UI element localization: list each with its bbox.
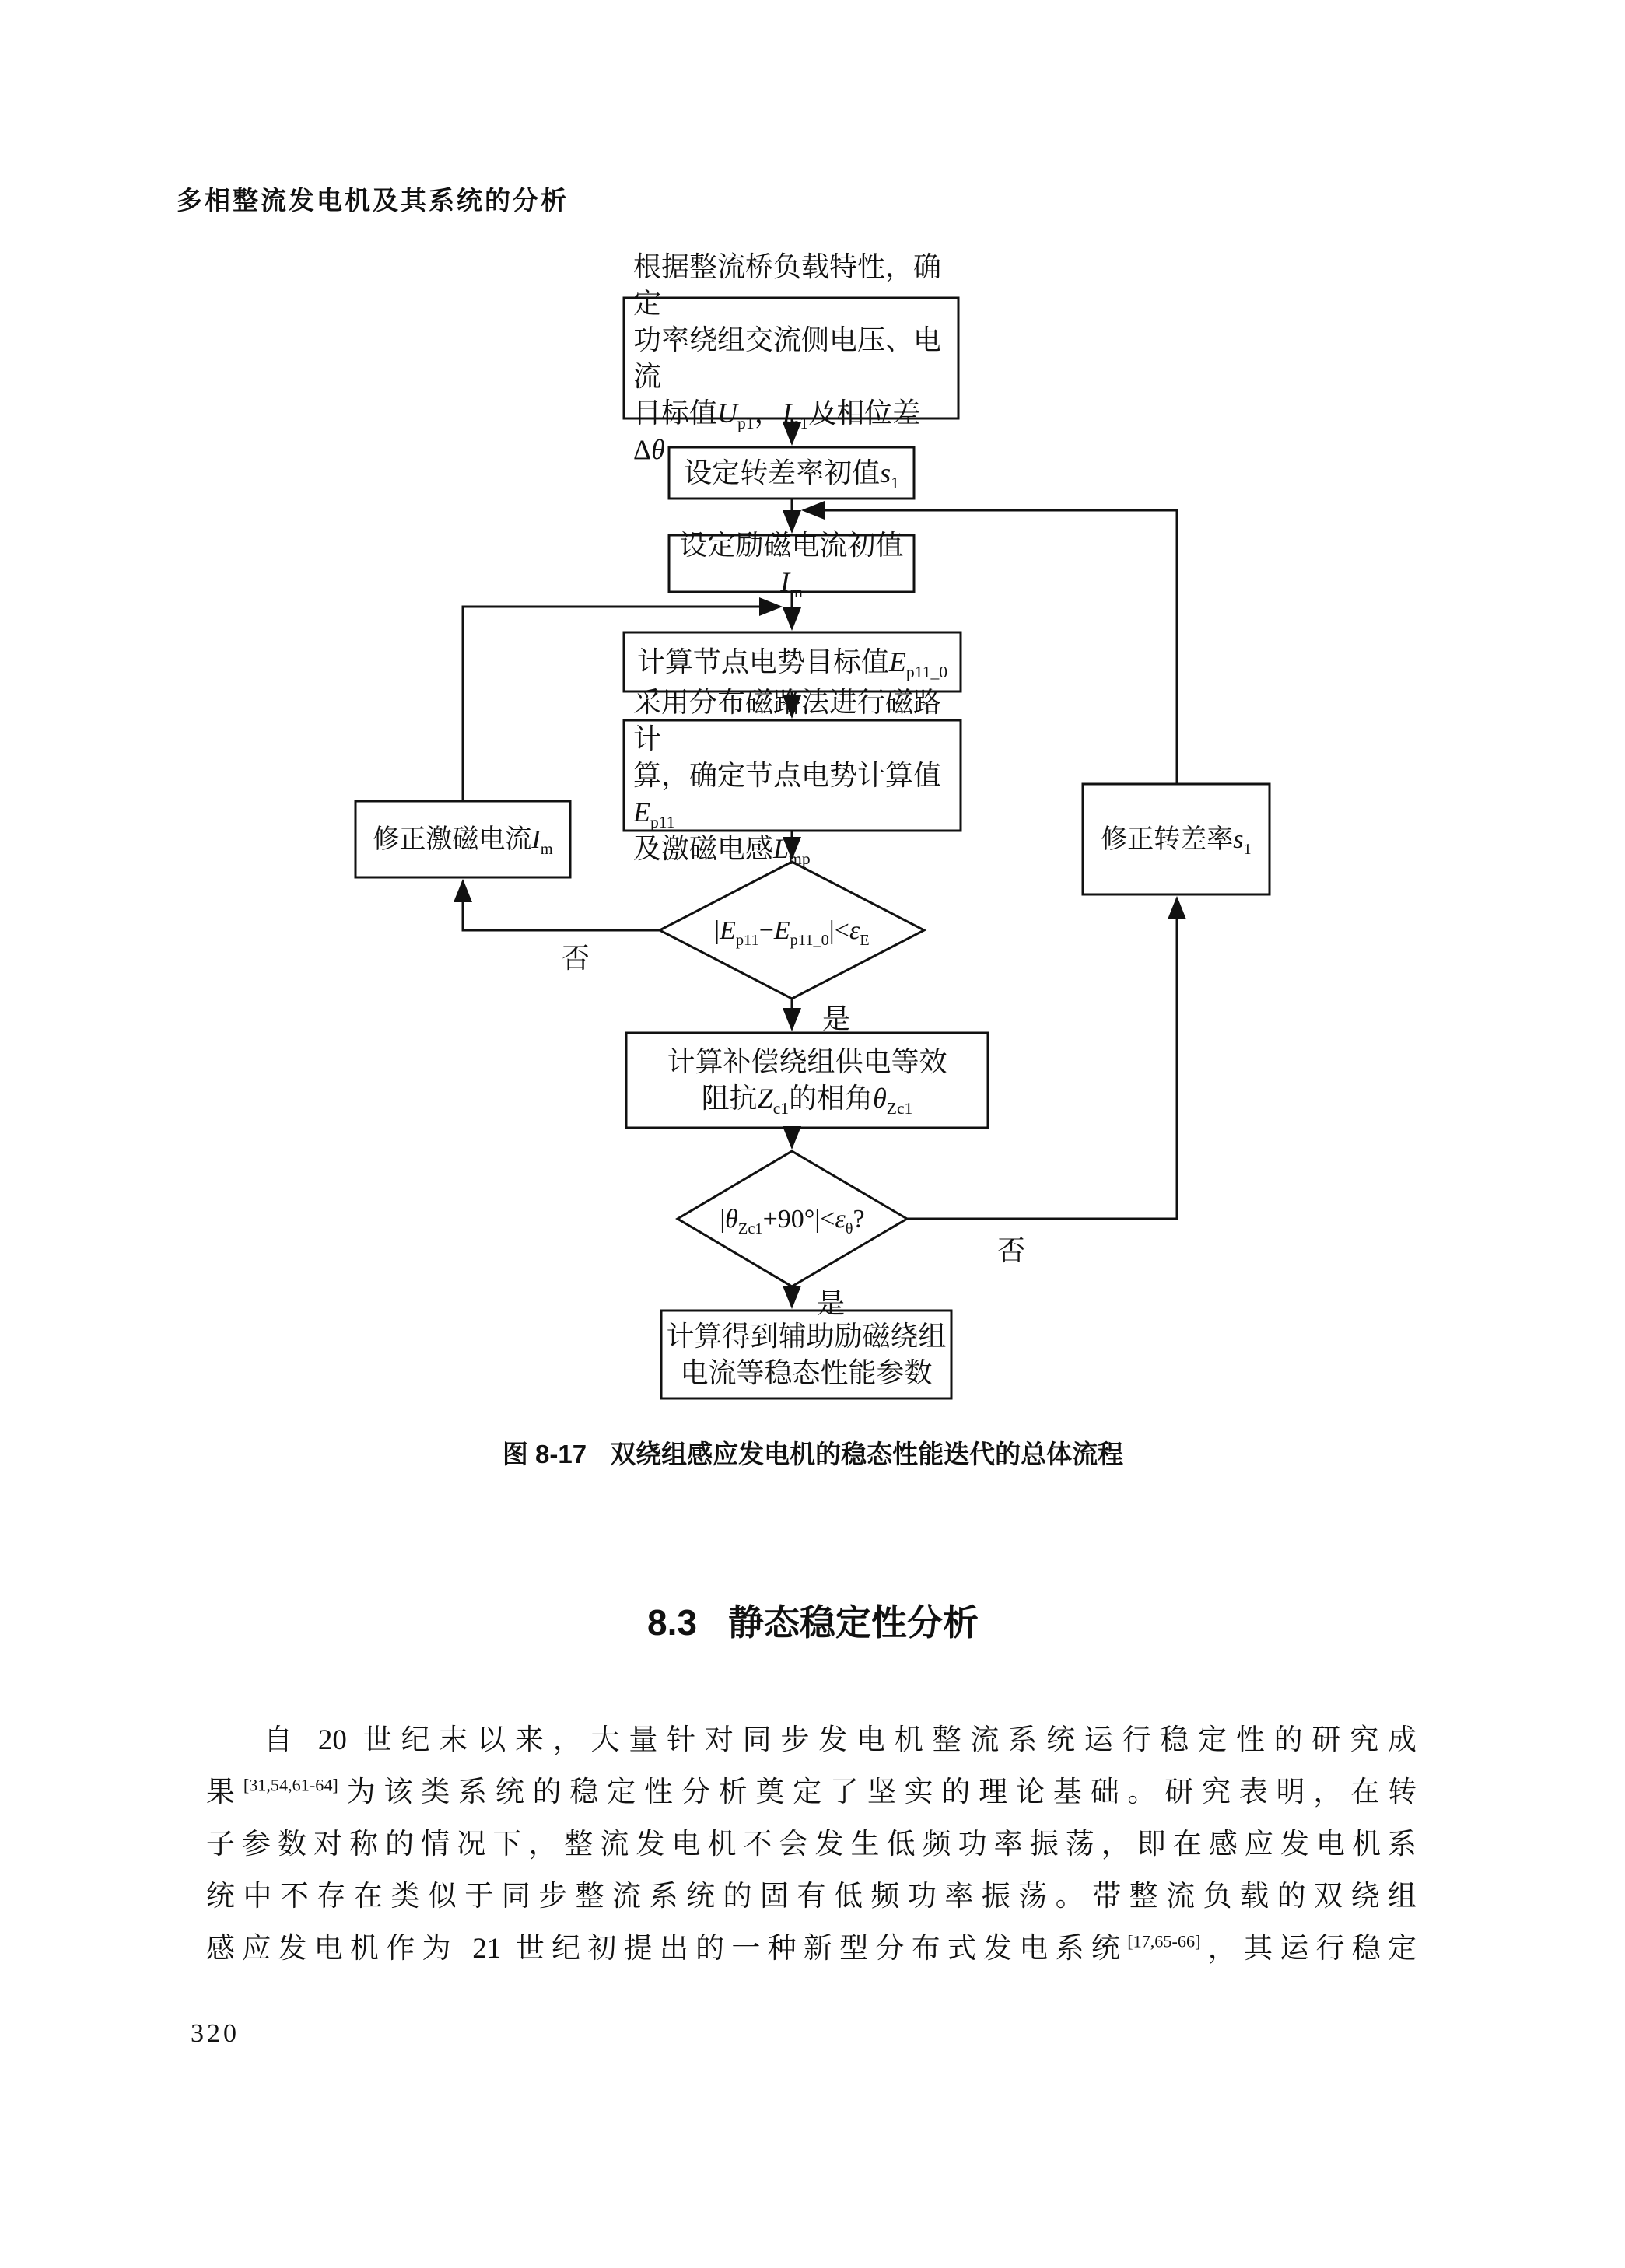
body-line: 子参数对称的情况下，整流发电机不会发生低频功率振荡，即在感应发电机系 <box>206 1829 1417 1860</box>
flow-box-magnetic-calc-text: 采用分布磁路法进行磁路计 算，确定节点电势计算值$E_{p11}$ 及激磁电感$L_{mp}$ <box>633 686 942 868</box>
body-line: 果[31,54,61-64]为该类系统的稳定性分析奠定了坚实的理论基础。研究表明，在转 <box>206 1775 1417 1808</box>
flow-box-correct-slip-text: 修正转差率$s_1$ <box>1101 824 1252 858</box>
flow-box-impedance-text: 计算补偿绕组供电等效 阻抗$Z_{c1}$的相角$\theta_{Zc1}$ <box>667 1046 947 1118</box>
flow-box-result-text: 计算得到辅助励磁绕组 电流等稳态性能参数 <box>666 1320 947 1388</box>
branch-label-no-emf: 否 <box>561 943 590 974</box>
section-heading <box>206 1594 1420 1646</box>
branch-label-no-angle: 否 <box>996 1235 1025 1266</box>
flow-diamond-emf-check-text: $|E_{p11}-E_{p11\_0}|<\varepsilon_E$ <box>714 915 870 949</box>
flow-box-correct-excitation-text: 修正激磁电流$I_m$ <box>373 824 553 858</box>
body-line: 感应发电机作为 21 世纪初提出的一种新型分布式发电系统[17,65-66]，其运行稳定 <box>206 1931 1417 1965</box>
body-line: 自 20 世纪末以来，大量针对同步发电机整流系统运行稳定性的研究成 <box>264 1724 1417 1756</box>
figure-caption <box>206 1434 1420 1471</box>
flow-diamond-angle-check-text: $|\theta_{Zc1}+90^\circ|<\varepsilon_\theta$? <box>720 1204 865 1237</box>
running-header: 多相整流发电机及其系统的分析 <box>177 186 569 215</box>
body-paragraph <box>206 1714 1417 1975</box>
branch-label-yes-emf: 是 <box>821 1003 850 1034</box>
section-title: 静态稳定性分析 <box>727 1602 979 1643</box>
flow-box-start-text: 根据整流桥负载特性，确定 功率绕组交流侧电压、电流 目标值$U_{p1}$，$I_{p1}$及相位差Δθ <box>633 250 942 465</box>
arrow-emfcheck-no <box>463 881 660 930</box>
flow-box-emf-target-text: 计算节点电势目标值$E_{p11\_0}$ <box>636 646 948 681</box>
flow-box-set-excitation-text: 设定励磁电流初值$I_m$ <box>679 529 904 601</box>
page-number: 320 <box>191 2019 240 2048</box>
section-number: 8.3 <box>647 1602 697 1643</box>
figure-caption-label: 图 8-17 <box>502 1440 587 1468</box>
branch-label-yes-angle: 是 <box>816 1288 845 1319</box>
figure-caption-text: 双绕组感应发电机的稳态性能迭代的总体流程 <box>610 1440 1124 1468</box>
flow-box-set-slip-text: 设定转差率初值$s_1$ <box>684 457 899 492</box>
body-line: 统中不存在类似于同步整流系统的固有低频功率振荡。带整流负载的双绕组 <box>206 1881 1417 1913</box>
